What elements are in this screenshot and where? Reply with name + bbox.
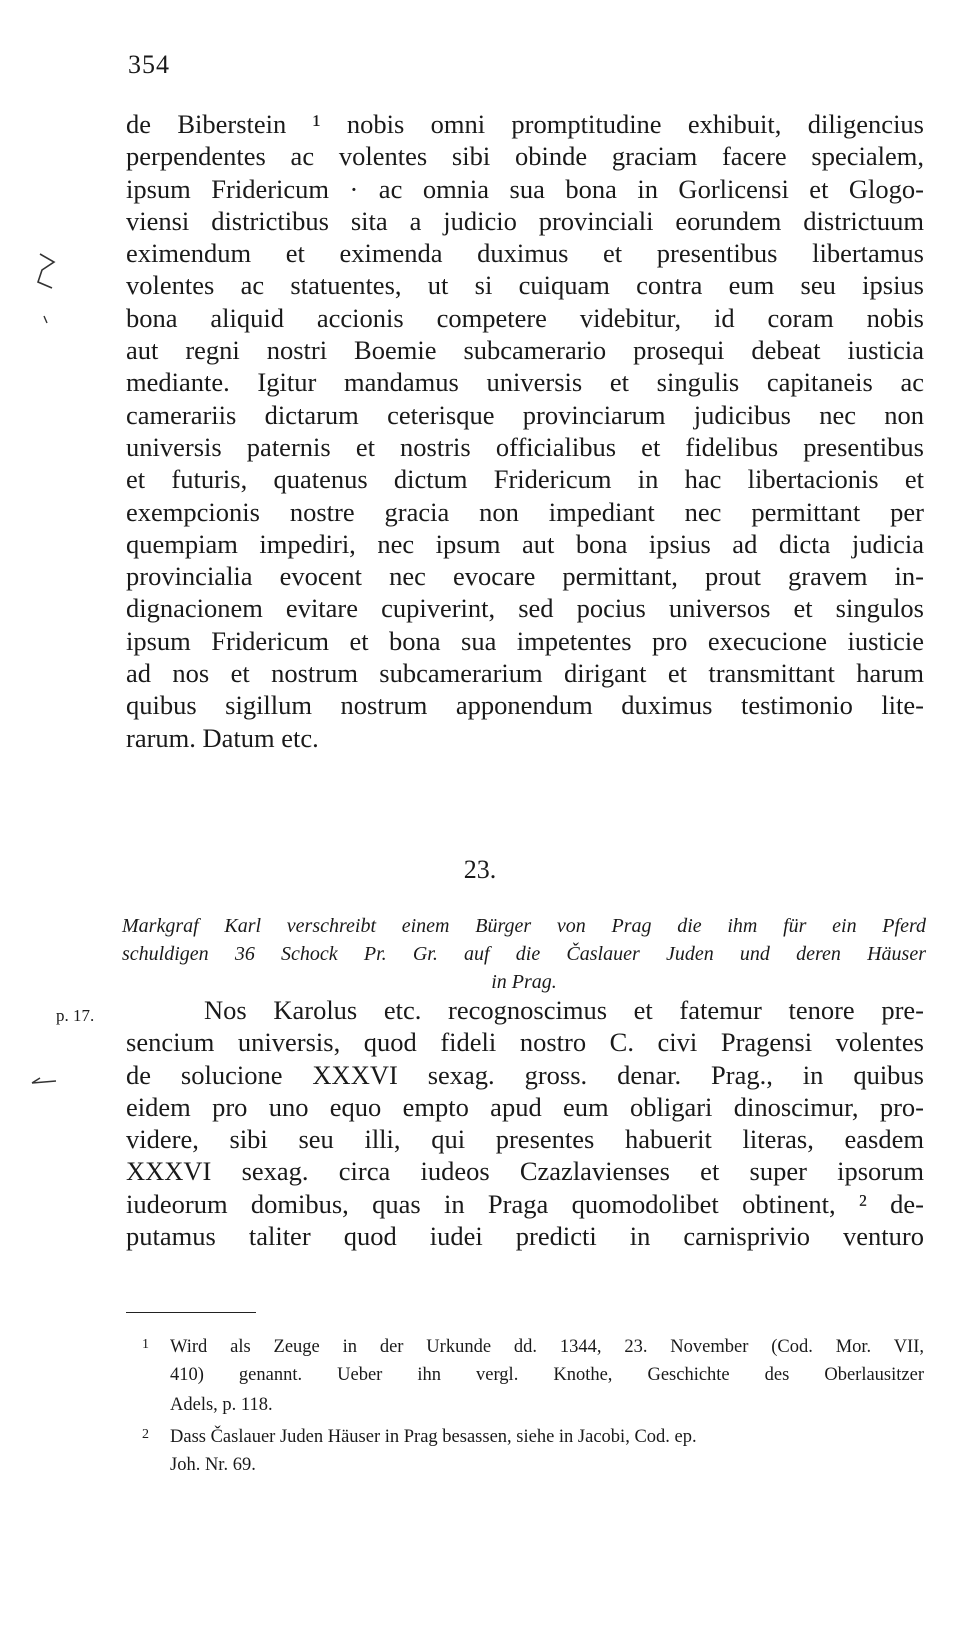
text-line: viensi districtibus sita a judicio provinciali eorundem districtuum: [126, 205, 924, 236]
margin-note-page: p. 17.: [56, 1006, 95, 1025]
footnote-line: Adels, p. 118.: [170, 1395, 273, 1415]
text-line: perpendentes ac volentes sibi obinde graciam facere specialem,: [126, 141, 924, 172]
footnote-text: Dass Časlauer Juden Häuser in Prag besassen, siehe in Jacobi, Cod. ep.: [170, 1427, 697, 1447]
text-line: camerariis dictarum ceterisque provinciarum judicibus nec non: [126, 399, 924, 430]
text-line: provincialia evocent nec evocare permittant, prout gravem in-: [126, 561, 924, 592]
footnote-line: 410) genannt. Ueber ihn vergl. Knothe, Geschichte des Oberlausitzer: [170, 1365, 924, 1385]
text-line: quibus sigillum nostrum apponendum duximus testimonio lite-: [126, 690, 924, 721]
text-line: eidem pro uno equo empto apud eum obligari dinoscimur, pro-: [126, 1091, 924, 1122]
text-line: videre, sibi seu illi, qui presentes habuerit literas, easdem: [126, 1124, 924, 1155]
heading-line: in Prag.: [491, 971, 557, 993]
text-line: universis paternis et nostris officialibus et fidelibus presentibus: [126, 431, 924, 462]
text-line: et futuris, quatenus dictum Fridericum in hac libertacionis et: [126, 464, 924, 495]
text-line: XXXVI sexag. circa iudeos Czazlavienses et super ipsorum: [126, 1156, 924, 1187]
text-line: de solucione XXXVI sexag. gross. denar. Prag., in quibus: [126, 1059, 924, 1090]
footnote-line: [142, 1330, 924, 1360]
heading-line: schuldigen 36 Schock Pr. Gr. auf die Časlauer Juden und deren Häuser: [122, 943, 926, 965]
footnote-line: [142, 1420, 924, 1450]
text-line: eximendum et eximenda duximus et presentibus libertamus: [126, 238, 924, 269]
footnote-marker: 1: [142, 1337, 149, 1352]
footnote-marker: 2: [142, 1427, 149, 1442]
margin-mark-tick: [42, 312, 50, 330]
text-line: ipsum Fridericum et bona sua impetentes pro execucione iusticie: [126, 625, 924, 656]
margin-mark-arrow: [30, 1076, 60, 1095]
text-line: putamus taliter quod iudei predicti in carnisprivio venturo: [126, 1221, 924, 1252]
text-line: dignacionem evitare cupiverint, sed pocius universos et singulos: [126, 593, 924, 624]
footnote-divider: [126, 1312, 256, 1313]
document-heading: [122, 912, 926, 996]
text-line: iudeorum domibus, quas in Praga quomodolibet obtinent, ² de-: [126, 1188, 924, 1219]
footnote-text: Wird als Zeuge in der Urkunde dd. 1344, 23. November (Cod. Mor. VII,: [170, 1337, 924, 1357]
text-line: sencium universis, quod fideli nostro C. civi Pragensi volentes: [126, 1027, 924, 1058]
text-line: exempcionis nostre gracia non impediant nec permittant per: [126, 496, 924, 527]
text-line: volentes ac statuentes, ut si cuiquam contra eum seu ipsius: [126, 270, 924, 301]
page-number: 354: [128, 50, 170, 79]
previous-document-text: [126, 108, 924, 754]
margin-mark-question: [34, 248, 60, 307]
heading-line: Markgraf Karl verschreibt einem Bürger von Prag die ihm für ein Pferd: [122, 915, 926, 937]
text-line: aut regni nostri Boemie subcamerario prosequi debeat iusticia: [126, 335, 924, 366]
text-line: Nos Karolus etc. recognoscimus et fatemur tenore pre-: [204, 995, 924, 1025]
text-line: bona aliquid accionis competere videbitur, id coram nobis: [126, 302, 924, 333]
text-line: quempiam impediri, nec ipsum aut bona ipsius ad dicta judicia: [126, 528, 924, 559]
text-line: ad nos et nostrum subcamerarium dirigant et transmittant harum: [126, 658, 924, 689]
document-number: 23.: [463, 855, 497, 884]
text-line: mediante. Igitur mandamus universis et singulis capitaneis ac: [126, 367, 924, 398]
document-body: [126, 994, 924, 1252]
footnotes: [142, 1330, 924, 1480]
text-line: ipsum Fridericum · ac omnia sua bona in Gorlicensi et Glogo-: [126, 173, 924, 204]
text-line: de Biberstein ¹ nobis omni promptitudine exhibuit, diligencius: [126, 109, 924, 139]
footnote-line: Joh. Nr. 69.: [170, 1455, 256, 1475]
text-line: rarum. Datum etc.: [126, 722, 319, 753]
